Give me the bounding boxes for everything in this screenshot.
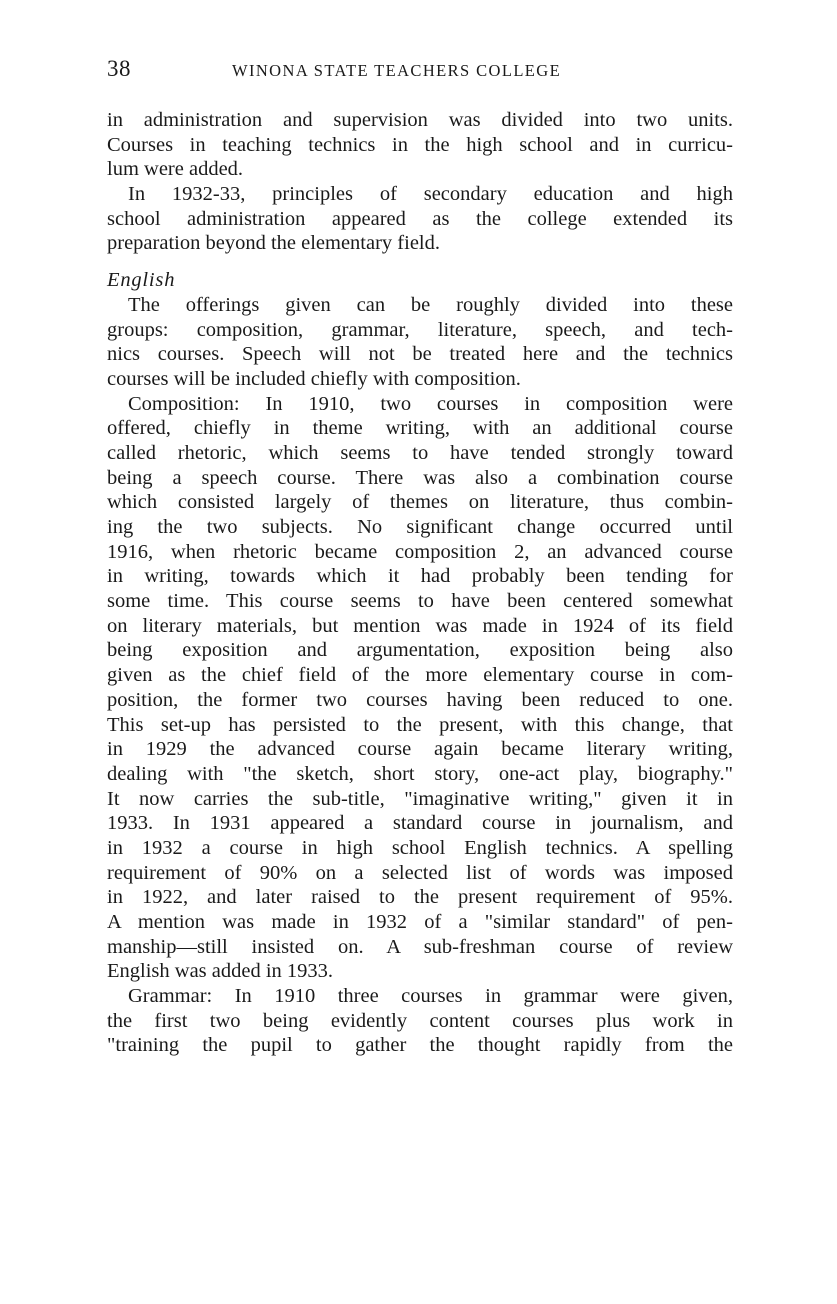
text-line: being exposition and argumentation, exposition being also bbox=[107, 639, 733, 662]
section-heading-english: English bbox=[107, 269, 176, 292]
text-line: some time. This course seems to have been centered somewhat bbox=[107, 590, 733, 613]
text-line: nics courses. Speech will not be treated here and the technics bbox=[107, 343, 733, 366]
text-line: in administration and supervision was divided into two units. bbox=[107, 109, 733, 131]
text-line: Courses in teaching technics in the high school and in curricu- bbox=[107, 133, 733, 156]
text-line: Composition: In 1910, two courses in composition were bbox=[128, 392, 733, 415]
text-line: lum were added. bbox=[107, 158, 244, 181]
running-head bbox=[107, 56, 733, 88]
text-line: Grammar: In 1910 three courses in grammar were given, bbox=[128, 985, 733, 1008]
text-line: school administration appeared as the college extended its bbox=[107, 207, 733, 230]
text-line: English was added in 1933. bbox=[107, 960, 334, 983]
text-line: The offerings given can be roughly divided into these bbox=[128, 293, 733, 316]
text-line: ing the two subjects. No significant change occurred until bbox=[107, 516, 733, 538]
text-line: preparation beyond the elementary field. bbox=[107, 232, 440, 255]
text-line: the first two being evidently content courses plus work in bbox=[107, 1009, 733, 1032]
text-line: A mention was made in 1932 of a "similar standard" of pen- bbox=[107, 911, 733, 933]
text-line: which consisted largely of themes on literature, thus combin- bbox=[107, 491, 733, 514]
text-line: called rhetoric, which seems to have tended strongly toward bbox=[107, 441, 733, 464]
text-line: on literary materials, but mention was made in 1924 of its field bbox=[107, 614, 733, 637]
text-line: "training the pupil to gather the thought rapidly from the bbox=[107, 1034, 733, 1057]
text-line: in writing, towards which it had probably been tending for bbox=[107, 565, 733, 588]
text-line: being a speech course. There was also a combination course bbox=[107, 466, 733, 489]
section-spacer bbox=[107, 256, 733, 266]
paragraph-composition bbox=[107, 392, 733, 985]
text-line: position, the former two courses having been reduced to one. bbox=[107, 688, 733, 711]
text-line: offered, chiefly in theme writing, with an additional course bbox=[107, 417, 733, 440]
text-line: given as the chief field of the more elementary course in com- bbox=[107, 664, 733, 687]
text-line: dealing with "the sketch, short story, one-act play, biography." bbox=[107, 762, 733, 785]
text-line: It now carries the sub-title, "imaginative writing," given it in bbox=[107, 787, 733, 810]
text-line: in 1932 a course in high school English technics. A spelling bbox=[107, 836, 733, 859]
text-line: manship—still insisted on. A sub-freshman course of review bbox=[107, 935, 733, 958]
text-line: In 1932-33, principles of secondary education and high bbox=[128, 183, 733, 206]
text-line: in 1929 the advanced course again became literary writing, bbox=[107, 738, 733, 761]
body-text bbox=[107, 108, 733, 1058]
text-line: courses will be included chiefly with composition. bbox=[107, 367, 521, 390]
text-line: 1916, when rhetoric became composition 2, an advanced course bbox=[107, 540, 733, 563]
text-line: requirement of 90% on a selected list of words was imposed bbox=[107, 861, 733, 884]
text-line: This set-up has persisted to the present, with this change, that bbox=[107, 713, 733, 736]
paragraph-grammar bbox=[107, 984, 733, 1058]
paragraph-offerings bbox=[107, 293, 733, 392]
text-line: in 1922, and later raised to the present requirement of 95%. bbox=[107, 886, 733, 909]
text-line: 1933. In 1931 appeared a standard course in journalism, and bbox=[107, 812, 733, 835]
running-title: WINONA STATE TEACHERS COLLEGE bbox=[232, 61, 562, 80]
text-line: groups: composition, grammar, literature, speech, and tech- bbox=[107, 318, 733, 341]
paragraph-administration-continuation bbox=[107, 108, 733, 182]
page-number: 38 bbox=[107, 56, 131, 81]
paragraph-secondary-education bbox=[107, 182, 733, 256]
